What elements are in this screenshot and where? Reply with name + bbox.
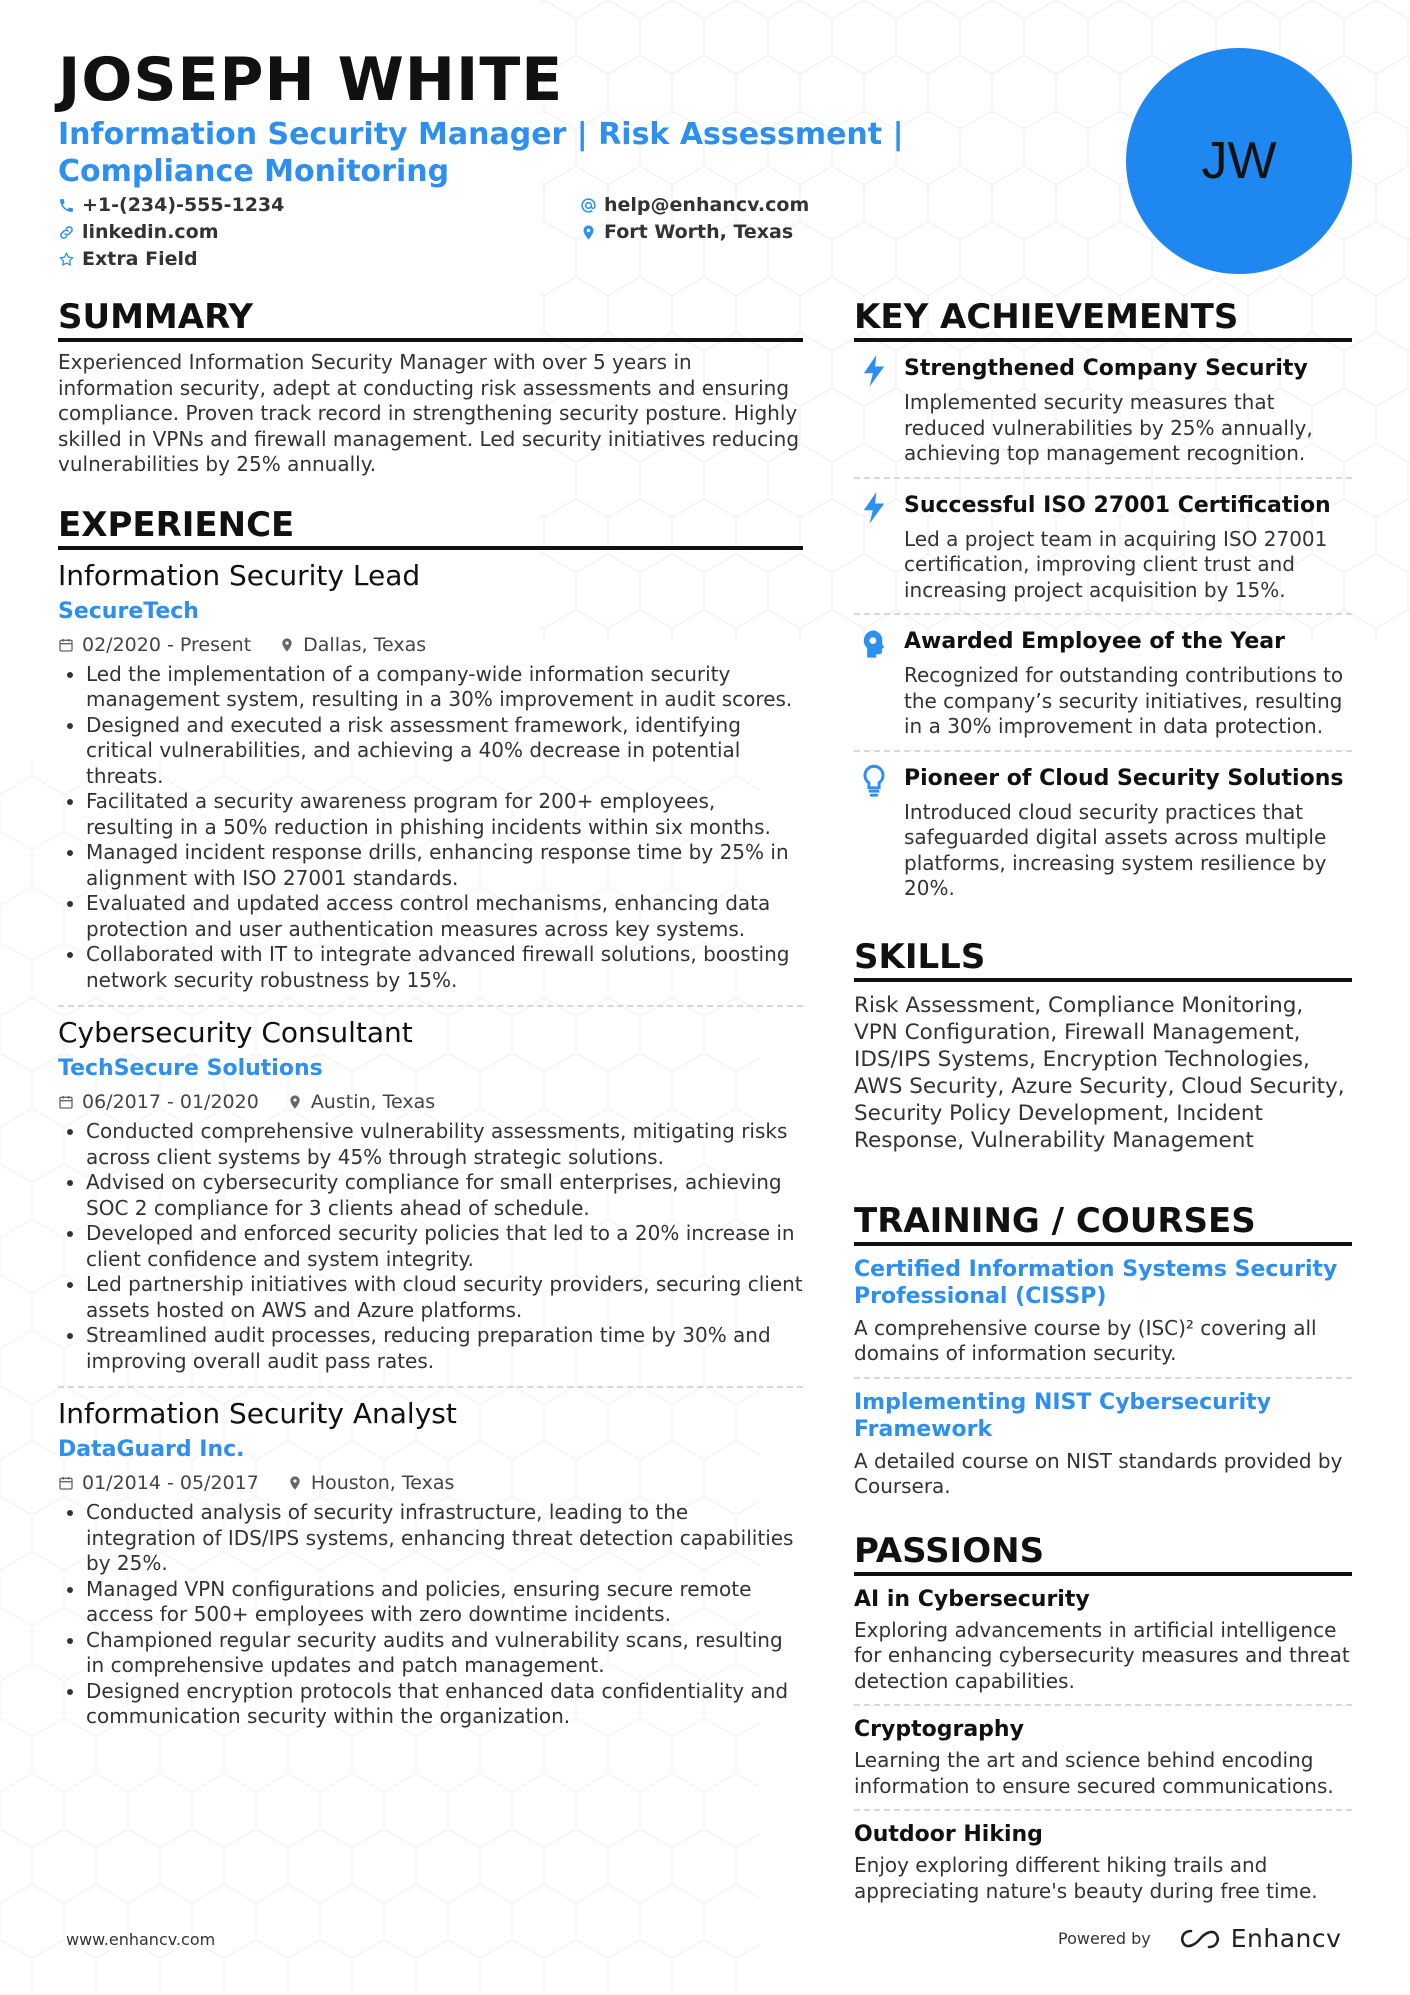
section-title-summary: SUMMARY <box>58 296 803 342</box>
job-dates: 01/2014 - 05/2017 <box>82 1472 259 1494</box>
footer-branding[interactable] <box>1058 1924 1341 1953</box>
location-pin-icon <box>287 1475 303 1491</box>
lightning-icon <box>860 354 888 388</box>
section-title-achievements: KEY ACHIEVEMENTS <box>854 296 1352 342</box>
calendar-icon <box>58 1094 74 1110</box>
phone-text: +1-(234)-555-1234 <box>82 194 285 216</box>
list-item: • Managed incident response drills, enhancing response time by 25% in alignment with ISO 27001 standards. <box>86 840 803 891</box>
job-entry <box>58 1015 803 1374</box>
passion-desc: Learning the art and science behind encoding information to ensure secured communications. <box>854 1748 1334 1798</box>
contact-linkedin[interactable] <box>58 219 219 245</box>
list-item: • Evaluated and updated access control mechanisms, enhancing data protection and user authentication measures across key systems. <box>86 891 803 942</box>
achievements-section <box>854 296 1352 902</box>
summary-section <box>58 296 803 478</box>
divider <box>854 1704 1352 1706</box>
course-desc: A detailed course on NIST standards provided by Coursera. <box>854 1448 1343 1498</box>
candidate-headline: Information Security Manager | Risk Assessment | Compliance Monitoring <box>58 117 904 189</box>
job-meta <box>58 1470 803 1496</box>
extra-field-text: Extra Field <box>82 248 198 270</box>
achievement-desc: Recognized for outstanding contributions to the company’s security initiatives, resulting in a 30% improvement in data protection. <box>904 663 1344 738</box>
achievement-desc: Introduced cloud security practices that safeguarded digital assets across multiple platforms, increasing system resilience by 20%. <box>904 799 1327 900</box>
passion-title: AI in Cybersecurity <box>854 1586 1090 1612</box>
right-column <box>854 296 1352 1904</box>
passion-title: Cryptography <box>854 1717 1024 1742</box>
contact-phone[interactable] <box>58 192 284 218</box>
link-icon <box>58 224 75 241</box>
job-bullets <box>58 662 803 994</box>
list-item: • Designed and executed a risk assessment framework, identifying critical vulnerabilities, and achieving a 40% decrease in potential threats. <box>86 713 803 790</box>
job-meta <box>58 1089 803 1115</box>
achievement-item <box>854 752 1352 902</box>
company-name: SecureTech <box>58 598 199 624</box>
job-meta <box>58 632 803 658</box>
list-item: • Streamlined audit processes, reducing preparation time by 30% and improving overall audit pass rates. <box>86 1323 803 1374</box>
achievement-title: Pioneer of Cloud Security Solutions <box>904 765 1344 791</box>
lightning-icon <box>860 491 888 525</box>
location-pin-icon <box>279 637 295 653</box>
avatar-initials: JW <box>1201 132 1277 190</box>
brand-name: Enhancv <box>1230 1924 1342 1953</box>
phone-icon <box>58 197 75 214</box>
summary-text: Experienced Information Security Manager with over 5 years in information security, adept at conducting risk assessments and ensuring compliance. Proven track record in strengthening security posture. Highly skilled in VPNs and firewall management. Led security initiatives reducing vulnerabilities by 25% annually. <box>58 350 800 476</box>
footer-website[interactable]: www.enhancv.com <box>66 1930 216 1949</box>
star-icon <box>58 251 75 268</box>
job-dates: 06/2017 - 01/2020 <box>82 1091 259 1113</box>
at-icon <box>580 197 597 214</box>
list-item: • Conducted comprehensive vulnerability assessments, mitigating risks across client systems by 45% through strategic solutions. <box>86 1119 803 1170</box>
list-item: • Conducted analysis of security infrastructure, leading to the integration of IDS/IPS systems, enhancing threat detection capabilities by 25%. <box>86 1500 803 1577</box>
job-bullets <box>58 1500 803 1730</box>
divider <box>58 1005 803 1007</box>
job-title: Information Security Analyst <box>58 1397 457 1430</box>
passion-title: Outdoor Hiking <box>854 1822 1043 1847</box>
contact-location <box>580 219 793 245</box>
calendar-icon <box>58 637 74 653</box>
lightbulb-icon <box>860 764 888 798</box>
company-name: TechSecure Solutions <box>58 1056 323 1081</box>
skills-text: Risk Assessment, Compliance Monitoring, VPN Configuration, Firewall Management, IDS/IPS Systems, Encryption Technologies, AWS Security, Azure Security, Cloud Security, Security Policy Development, Incident Response, Vulnerability Management <box>854 992 1345 1153</box>
achievement-title: Awarded Employee of the Year <box>904 629 1285 654</box>
passions-section <box>854 1530 1352 1905</box>
location-pin-icon <box>287 1094 303 1110</box>
section-title-skills: SKILLS <box>854 936 1352 982</box>
list-item: • Advised on cybersecurity compliance for small enterprises, achieving SOC 2 compliance for 3 clients ahead of schedule. <box>86 1170 803 1221</box>
list-item: • Managed VPN configurations and policies, ensuring secure remote access for 500+ employees with zero downtime incidents. <box>86 1577 803 1628</box>
job-bullets <box>58 1119 803 1374</box>
achievement-title: Successful ISO 27001 Certification <box>904 492 1331 518</box>
achievement-desc: Implemented security measures that reduced vulnerabilities by 25% annually, achieving top management recognition. <box>904 390 1313 465</box>
list-item: • Facilitated a security awareness program for 200+ employees, resulting in a 50% reduction in phishing incidents within six months. <box>86 789 803 840</box>
list-item: • Collaborated with IT to integrate advanced firewall solutions, boosting network security robustness by 15%. <box>86 942 803 993</box>
course-title[interactable]: Implementing NIST Cybersecurity Framework <box>854 1389 1272 1442</box>
passion-desc: Enjoy exploring different hiking trails and appreciating nature's beauty during free time. <box>854 1853 1318 1903</box>
achievement-desc: Led a project team in acquiring ISO 27001 certification, improving client trust and increasing project acquisition by 15%. <box>904 526 1328 602</box>
list-item: • Led the implementation of a company-wide information security management system, resulting in a 30% improvement in audit scores. <box>86 662 803 713</box>
divider <box>854 1377 1352 1379</box>
job-location: Austin, Texas <box>310 1091 436 1113</box>
job-entry <box>58 1396 803 1730</box>
passion-desc: Exploring advancements in artificial intelligence for enhancing cybersecurity measures and threat detection capabilities. <box>854 1617 1350 1693</box>
linkedin-text: linkedin.com <box>82 221 219 243</box>
location-pin-icon <box>580 224 597 241</box>
skills-section <box>854 936 1352 1154</box>
list-item: • Designed encryption protocols that enhanced data confidentiality and communication security within the organization. <box>86 1679 803 1730</box>
list-item: • Championed regular security audits and vulnerability scans, resulting in comprehensive updates and patch management. <box>86 1628 803 1679</box>
divider <box>854 1809 1352 1811</box>
achievement-item <box>854 479 1352 604</box>
training-section <box>854 1200 1352 1500</box>
candidate-name: JOSEPH WHITE <box>58 45 564 115</box>
powered-by-label: Powered by <box>1058 1929 1151 1948</box>
achievement-item <box>854 615 1352 740</box>
list-item: • Developed and enforced security policies that led to a 20% increase in client confidence and system integrity. <box>86 1221 803 1272</box>
left-column <box>58 296 803 1730</box>
enhancv-logo-icon <box>1177 1926 1223 1952</box>
job-title: Cybersecurity Consultant <box>58 1016 413 1049</box>
job-dates: 02/2020 - Present <box>82 633 252 656</box>
company-name: DataGuard Inc. <box>58 1437 245 1462</box>
divider <box>58 1386 803 1388</box>
avatar <box>1126 48 1352 274</box>
calendar-icon <box>58 1475 74 1491</box>
job-location: Houston, Texas <box>310 1472 455 1494</box>
achievement-title: Strengthened Company Security <box>904 356 1308 381</box>
course-desc: A comprehensive course by (ISC)² covering all domains of information security. <box>854 1315 1317 1365</box>
contact-email[interactable] <box>580 192 809 218</box>
location-text: Fort Worth, Texas <box>604 221 794 243</box>
job-title: Information Security Lead <box>58 558 421 592</box>
head-icon <box>860 627 888 661</box>
contact-extra <box>58 246 198 272</box>
achievement-item <box>854 342 1352 467</box>
section-title-passions: PASSIONS <box>854 1530 1352 1576</box>
job-entry <box>58 558 803 994</box>
email-text: help@enhancv.com <box>604 194 810 216</box>
list-item: • Led partnership initiatives with cloud security providers, securing client assets hosted on AWS and Azure platforms. <box>86 1272 803 1323</box>
section-title-training: TRAINING / COURSES <box>854 1200 1352 1246</box>
job-location: Dallas, Texas <box>303 633 427 656</box>
section-title-experience: EXPERIENCE <box>58 504 803 550</box>
experience-section <box>58 504 803 1730</box>
course-title[interactable]: Certified Information Systems Security Professional (CISSP) <box>854 1256 1338 1309</box>
